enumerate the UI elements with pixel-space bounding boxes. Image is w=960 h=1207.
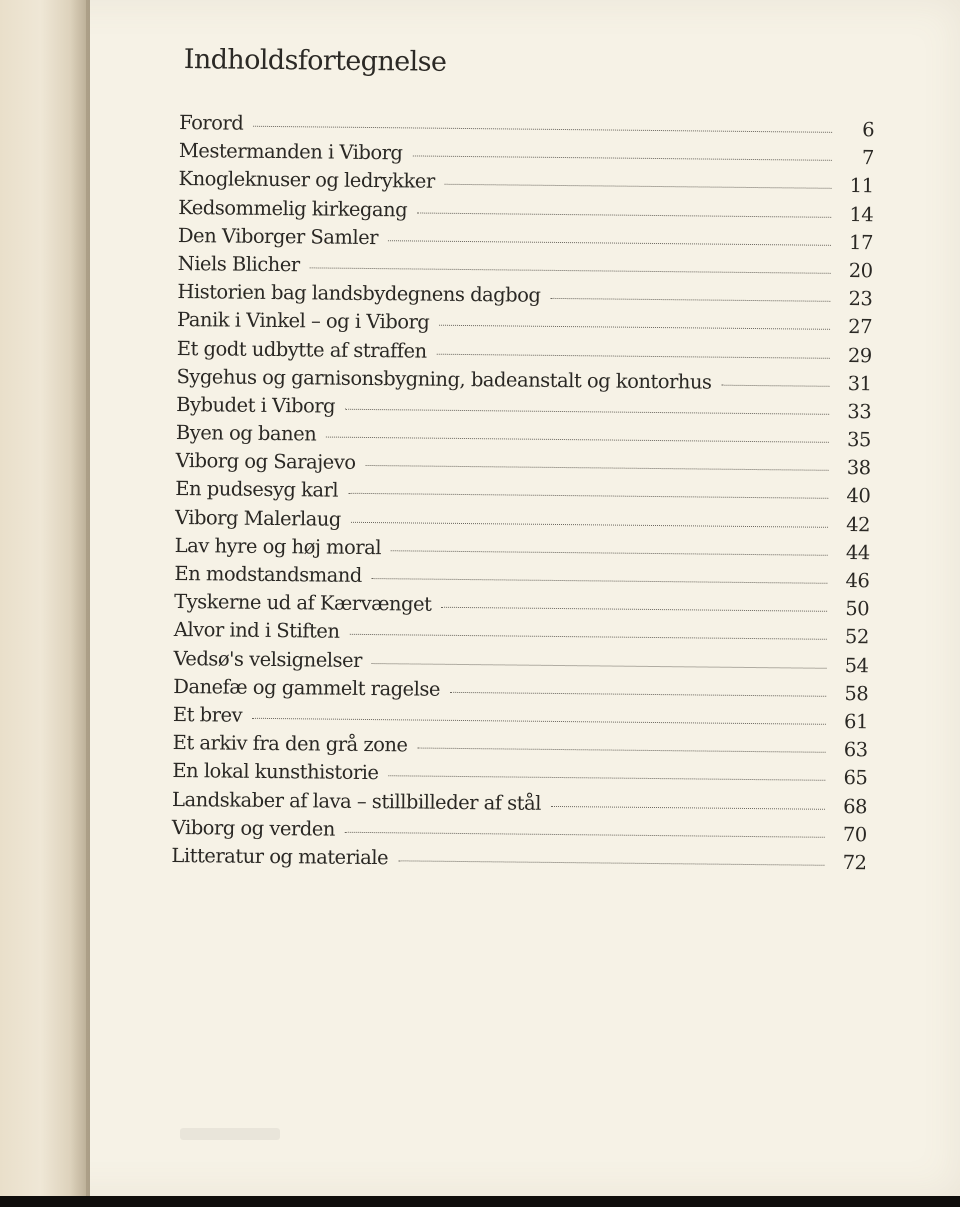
toc-entry-page-number: 7 xyxy=(861,146,874,170)
dot-leader xyxy=(445,184,832,189)
toc-entry-title: Lav hyre og høj moral xyxy=(174,533,382,559)
dot-leader xyxy=(349,634,826,640)
dot-leader xyxy=(398,860,824,865)
table-of-contents xyxy=(171,44,875,877)
toc-entry-title: Forord xyxy=(179,110,244,135)
dot-leader xyxy=(551,805,825,809)
toc-entry-title: Danefæ og gammelt ragelse xyxy=(173,674,441,701)
toc-entry-title: Bybudet i Viborg xyxy=(176,392,336,418)
toc-entry xyxy=(171,842,866,877)
dot-leader xyxy=(326,437,829,443)
toc-entry-title: Et arkiv fra den grå zone xyxy=(172,731,408,757)
dot-leader xyxy=(348,493,828,499)
toc-entry-page-number: 17 xyxy=(849,230,874,255)
toc-entry-title: En lokal kunsthistorie xyxy=(172,759,379,785)
toc-entry-page-number: 40 xyxy=(846,484,871,508)
toc-entry-page-number: 65 xyxy=(843,766,868,790)
toc-entry-title: Tyskerne ud af Kærvænget xyxy=(174,590,432,616)
toc-entry-title: Et godt udbytte af straffen xyxy=(176,336,427,363)
toc-entry-page-number: 29 xyxy=(847,343,872,367)
toc-entry-page-number: 61 xyxy=(843,709,869,734)
toc-entry-title: Alvor ind i Stiften xyxy=(173,618,340,644)
toc-entry-page-number: 20 xyxy=(848,258,873,283)
toc-entry-title: Viborg og verden xyxy=(171,815,336,841)
gutter-shadow xyxy=(86,0,90,1196)
dot-leader xyxy=(388,240,831,246)
toc-entry-title: En pudsesyg karl xyxy=(175,477,339,503)
toc-entry-title: Litteratur og materiale xyxy=(171,843,389,870)
dot-leader xyxy=(345,409,829,415)
toc-entry-page-number: 54 xyxy=(844,653,869,677)
page-title: Indholdsfortegnelse xyxy=(183,44,447,78)
toc-entry-page-number: 33 xyxy=(847,399,872,424)
dot-leader xyxy=(437,353,830,358)
toc-entry-title: En modstandsmand xyxy=(174,561,362,587)
dot-leader xyxy=(412,156,831,161)
toc-entry-page-number: 46 xyxy=(845,568,870,593)
toc-entry-page-number: 14 xyxy=(849,202,874,226)
toc-entry-page-number: 27 xyxy=(848,315,873,339)
book-gutter xyxy=(0,0,90,1196)
toc-entry-title: Den Viborger Samler xyxy=(177,223,379,249)
toc-entry-title: Viborg Malerlaug xyxy=(174,505,341,531)
toc-entry-page-number: 11 xyxy=(849,174,874,198)
toc-entry-page-number: 35 xyxy=(846,428,872,452)
toc-entry-title: Vedsø's velsignelser xyxy=(173,646,363,672)
dot-leader xyxy=(351,521,828,527)
dot-leader xyxy=(441,607,827,612)
dot-leader xyxy=(721,384,829,386)
dot-leader xyxy=(450,692,826,697)
dot-leader xyxy=(439,325,830,330)
toc-entry-title: Sygehus og garnisonsbygning, badeanstalt og kontorhus xyxy=(176,364,712,394)
toc-entry-title: Et brev xyxy=(172,702,243,727)
toc-entry-title: Panik i Vinkel – og i Viborg xyxy=(176,308,430,334)
dot-leader xyxy=(372,663,827,669)
toc-entry-page-number: 70 xyxy=(842,822,867,846)
toc-entry-page-number: 58 xyxy=(844,681,869,705)
dot-leader xyxy=(550,298,830,302)
toc-list xyxy=(171,109,874,877)
toc-entry-page-number: 42 xyxy=(846,512,871,536)
toc-entry-page-number: 72 xyxy=(842,850,867,875)
toc-entry-page-number: 6 xyxy=(862,118,875,142)
toc-entry-title: Kedsommelig kirkegang xyxy=(178,195,408,221)
faint-footer-marking xyxy=(180,1128,280,1140)
toc-entry-page-number: 68 xyxy=(843,794,868,818)
dot-leader xyxy=(391,550,828,556)
toc-entry-title: Viborg og Sarajevo xyxy=(175,449,356,475)
dot-leader xyxy=(345,831,825,837)
toc-entry-title: Landskaber af lava – stillbilleder af stål xyxy=(171,787,542,815)
dot-leader xyxy=(418,748,826,753)
toc-entry-page-number: 52 xyxy=(844,625,869,649)
toc-entry-title: Mestermanden i Viborg xyxy=(178,139,403,165)
toc-entry-title: Byen og banen xyxy=(175,421,317,446)
toc-entry-page-number: 50 xyxy=(845,597,870,621)
dot-leader xyxy=(253,126,832,133)
dot-leader xyxy=(310,267,831,273)
toc-entry-page-number: 44 xyxy=(845,540,870,565)
dot-leader xyxy=(372,578,828,584)
toc-entry-page-number: 38 xyxy=(846,456,871,480)
dot-leader xyxy=(388,776,825,782)
toc-entry-title: Historien bag landsbydegnens dagbog xyxy=(177,280,541,307)
toc-entry-page-number: 63 xyxy=(843,738,868,762)
dot-leader xyxy=(252,718,826,725)
toc-entry-title: Knogleknuser og ledrykker xyxy=(178,167,435,194)
dot-leader xyxy=(365,465,828,471)
dot-leader xyxy=(417,212,831,217)
toc-entry-page-number: 23 xyxy=(848,287,873,311)
toc-entry-page-number: 31 xyxy=(847,371,872,395)
toc-entry-title: Niels Blicher xyxy=(177,251,300,277)
